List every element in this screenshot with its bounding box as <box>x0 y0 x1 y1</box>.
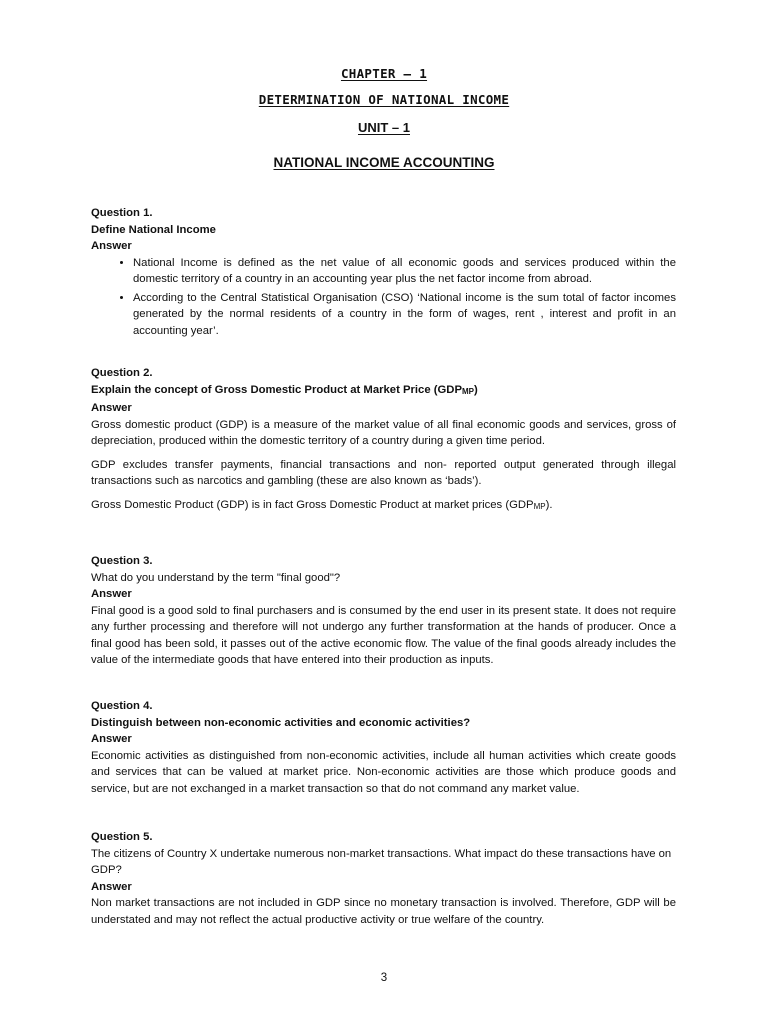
answer-paragraph: Non market transactions are not included in GDP since no monetary transaction is involved. Therefore, GDP will be understated and may not reflect the actual productive activity or true welfare of the country. <box>91 897 676 926</box>
answer-paragraph: Final good is a good sold to final purchasers and is consumed by the end user in its present state. It does not require any further processing and therefore will not undergo any further transformation at the hands of producer. Once a final good has been sold, it passes out of the active economic flow. The value of the final goods already includes the value of the intermediate goods that have entered into their production as inputs. <box>91 604 676 666</box>
question-title-end: ) <box>474 383 478 396</box>
answer-paragraph-end: ). <box>545 498 553 511</box>
question-2 <box>91 365 676 515</box>
question-1 <box>91 205 676 341</box>
answer-paragraph: Gross domestic product (GDP) is a measure of the market value of all final economic goods and services, gross of depreciation, produced within the domestic territory of a country during a given time period. <box>91 418 676 447</box>
answer-paragraph: GDP excludes transfer payments, financial transactions and non- reported output generated through illegal transactions such as narcotics and gambling (these are also known as ‘bads’). <box>91 458 676 487</box>
question-label: Question 3. <box>91 555 153 567</box>
question-title: The citizens of Country X undertake numerous non-market transactions. What impact do these transactions have on GDP? <box>91 847 672 876</box>
question-label: Question 2. <box>91 367 153 379</box>
question-title-subscript: MP <box>462 386 475 396</box>
answer-bullet-list <box>91 255 676 340</box>
answer-label: Answer <box>91 733 132 745</box>
answer-label: Answer <box>91 402 132 414</box>
question-title: Distinguish between non-economic activities and economic activities? <box>91 716 471 729</box>
answer-bullet: • According to the Central Statistical Organisation (CSO) ‘National income is the sum total of factor incomes generated by the normal residents of a country in the form of wages, rent , interest and profit in an accounting year’. <box>133 290 676 340</box>
question-label: Question 5. <box>91 831 153 843</box>
question-title: What do you understand by the term "final good"? <box>91 571 341 584</box>
question-5 <box>91 829 676 928</box>
answer-paragraph-text: Gross Domestic Product (GDP) is in fact Gross Domestic Product at market prices (GDP <box>91 498 534 511</box>
unit-title: NATIONAL INCOME ACCOUNTING <box>273 155 495 170</box>
page-number: 3 <box>380 972 388 984</box>
chapter-heading: CHAPTER – 1 <box>340 66 428 81</box>
answer-paragraph: Economic activities as distinguished from non-economic activities, include all human activities which create goods and services that can be valued at market price. Non-economic activities are those which produce goods and service, but are not exchanged in a market transaction so that do not command any market value. <box>91 749 676 795</box>
question-label: Question 1. <box>91 207 153 219</box>
answer-label: Answer <box>91 588 132 600</box>
question-label: Question 4. <box>91 700 153 712</box>
chapter-title: DETERMINATION OF NATIONAL INCOME <box>258 92 510 107</box>
question-title <box>91 382 676 401</box>
answer-paragraph <box>91 497 676 516</box>
answer-label: Answer <box>91 240 132 252</box>
answer-label: Answer <box>91 880 132 893</box>
question-4 <box>91 698 676 797</box>
answer-bullet: • National Income is defined as the net value of all economic goods and services produced within the domestic territory of a country in an accounting year plus the net factor income from abroad. <box>133 255 676 288</box>
question-title: Define National Income <box>91 223 216 236</box>
answer-subscript: MP <box>533 501 546 511</box>
unit-heading: UNIT – 1 <box>357 120 410 135</box>
question-title-text: Explain the concept of Gross Domestic Product at Market Price (GDP <box>91 383 463 396</box>
question-3 <box>91 553 676 669</box>
